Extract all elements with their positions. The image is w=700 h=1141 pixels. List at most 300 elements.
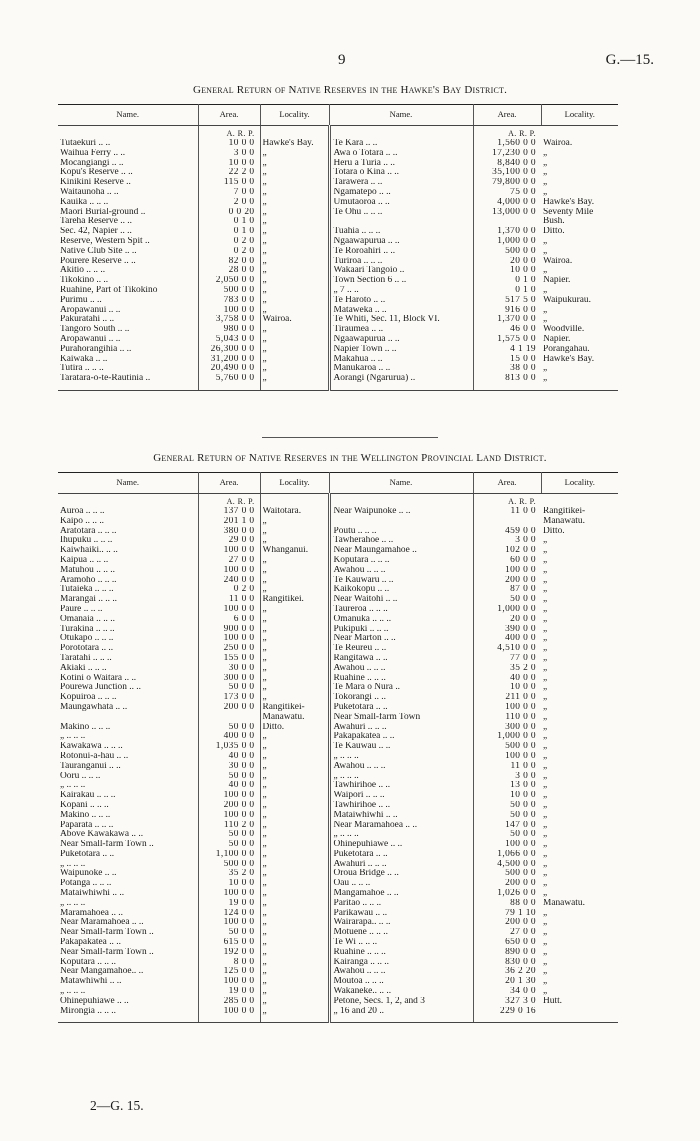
table-row xyxy=(58,791,618,801)
empty-cell xyxy=(541,494,618,508)
table-row xyxy=(58,742,618,752)
area-value: 783 0 0 xyxy=(198,296,260,306)
locality: „ xyxy=(260,987,329,997)
page-header xyxy=(0,52,700,72)
table-row xyxy=(58,276,618,286)
area-value: 211 0 0 xyxy=(473,693,541,703)
reserve-name: Aorangi (Ngarurua) .. xyxy=(329,374,473,384)
locality: „ xyxy=(260,566,329,576)
reserve-name: Near Waipunoke .. .. xyxy=(329,507,473,517)
area-value: 916 0 0 xyxy=(473,306,541,316)
locality xyxy=(541,1007,618,1017)
area-value: 1,000 0 0 xyxy=(473,605,541,615)
locality: „ xyxy=(260,556,329,566)
locality: „ xyxy=(543,683,548,693)
reserve-name: Tarawera .. .. xyxy=(329,178,473,188)
locality: „ xyxy=(543,644,548,654)
reserve-name: Mangamahoe .. .. xyxy=(329,889,473,899)
table-header-row xyxy=(58,473,618,494)
reserve-name: Oroua Bridge .. .. xyxy=(329,869,473,879)
area-value: 19 0 0 xyxy=(198,987,260,997)
reserve-name: Marangai .. .. .. xyxy=(60,595,118,605)
reserve-name: Kaipo .. .. .. xyxy=(60,516,105,526)
area-value: 0 1 0 xyxy=(473,276,541,286)
reserve-name: Ruahine, Part of Tikokino xyxy=(60,285,158,295)
table-row xyxy=(58,674,618,684)
table-row xyxy=(58,306,618,316)
reserve-name: Omanaia .. .. .. xyxy=(60,614,115,624)
area-value: 4 1 19 xyxy=(473,345,541,355)
reserve-name: Kopani .. .. .. xyxy=(60,800,109,810)
locality: „ xyxy=(260,266,329,276)
table-row xyxy=(58,713,618,723)
locality: „ xyxy=(260,634,329,644)
area-value: 79,800 0 0 xyxy=(473,178,541,188)
locality: Hawke's Bay. xyxy=(543,197,595,207)
reserve-name: „ 7 .. .. xyxy=(329,286,473,296)
locality: „ xyxy=(260,850,329,860)
area-value: 15 0 0 xyxy=(473,355,541,365)
table-row xyxy=(58,585,618,595)
reserve-name: Ngaawapurua .. .. xyxy=(329,335,473,345)
locality: „ xyxy=(260,1007,329,1017)
table-row xyxy=(58,928,618,938)
table-row xyxy=(58,811,618,821)
locality: „ xyxy=(260,276,329,286)
locality: „ xyxy=(543,908,548,918)
table-row xyxy=(58,723,618,733)
area-value: 40 0 0 xyxy=(198,781,260,791)
table-row xyxy=(58,703,618,713)
reserve-name: Puketotara .. .. xyxy=(329,703,473,713)
area-value: 60 0 0 xyxy=(473,556,541,566)
reserve-name: Puketotara .. .. xyxy=(329,850,473,860)
reserve-name: Oau .. .. .. xyxy=(329,879,473,889)
reserve-name: Near Small-farm Town .. xyxy=(60,840,154,850)
reserve-name: Mataiwhiwhi .. .. xyxy=(329,811,473,821)
area-value: 300 0 0 xyxy=(198,674,260,684)
wellington-table xyxy=(58,472,618,1023)
area-value: 50 0 0 xyxy=(473,811,541,821)
locality: „ xyxy=(543,889,548,899)
area-value: 0 2 0 xyxy=(198,247,260,257)
locality: „ xyxy=(260,345,329,355)
locality: „ xyxy=(543,849,548,859)
locality: „ xyxy=(543,148,548,158)
reserve-name: Waipunoke .. .. xyxy=(60,869,117,879)
page-number: 9 xyxy=(338,52,346,68)
area-value: 147 0 0 xyxy=(473,821,541,831)
reserve-name: Totara o Kina .. .. xyxy=(329,168,473,178)
locality: „ xyxy=(260,683,329,693)
table-header-row xyxy=(58,105,618,126)
table-row xyxy=(58,909,618,919)
area-value: 200 0 0 xyxy=(198,801,260,811)
reserve-name: Near Marton .. .. xyxy=(329,634,473,644)
area-value: 1,575 0 0 xyxy=(473,335,541,345)
empty-cell xyxy=(541,384,618,391)
locality: „ xyxy=(543,693,548,703)
empty-cell xyxy=(473,384,541,391)
reserve-name: Aramoho .. .. .. xyxy=(60,575,117,585)
empty-cell xyxy=(260,126,329,140)
locality: „ xyxy=(543,771,548,781)
area-value: 300 0 0 xyxy=(473,723,541,733)
table-row xyxy=(58,850,618,860)
table-row xyxy=(58,987,618,997)
locality: „ xyxy=(260,198,329,208)
locality: „ xyxy=(260,664,329,674)
locality: „ xyxy=(260,869,329,879)
area-value: 2,050 0 0 xyxy=(198,276,260,286)
locality: „ xyxy=(260,178,329,188)
table-row xyxy=(58,168,618,178)
reserve-name: Awahuri .. .. .. xyxy=(329,860,473,870)
reserve-name: Near Mangamahoe.. .. xyxy=(60,967,144,977)
locality: „ xyxy=(260,693,329,703)
locality: „ xyxy=(543,742,548,752)
table-row xyxy=(58,266,618,276)
locality: Wairoa. xyxy=(260,315,329,325)
locality: „ xyxy=(543,246,548,256)
empty-cell xyxy=(198,384,260,391)
area-value: 100 0 0 xyxy=(198,605,260,615)
locality: „ xyxy=(543,987,548,997)
table-row xyxy=(58,149,618,159)
area-value: 200 0 0 xyxy=(473,918,541,928)
units-row xyxy=(58,126,618,140)
table-row xyxy=(58,615,618,625)
reserve-name: Manukaroa .. .. xyxy=(329,364,473,374)
reserve-name: Near Maungamahoe .. xyxy=(329,546,473,556)
locality: „ xyxy=(260,811,329,821)
units-label: A. R. P. xyxy=(198,494,260,508)
locality: Whanganui. xyxy=(260,546,329,556)
locality: „ xyxy=(543,565,548,575)
locality: „ xyxy=(260,585,329,595)
locality: „ xyxy=(543,977,548,987)
reserve-name: Matuhou .. .. .. xyxy=(60,565,115,575)
locality: „ xyxy=(260,909,329,919)
area-value: 380 0 0 xyxy=(198,527,260,537)
table-row xyxy=(58,869,618,879)
reserve-name: Makino .. .. .. xyxy=(60,810,111,820)
reserve-name: Rotonui-a-hau .. .. xyxy=(60,751,129,761)
area-value: 650 0 0 xyxy=(473,938,541,948)
reserve-name xyxy=(329,217,473,227)
table-row xyxy=(58,374,618,384)
locality: „ xyxy=(260,257,329,267)
locality: „ xyxy=(543,673,548,683)
table-end-rule xyxy=(58,1016,618,1023)
locality: „ xyxy=(260,355,329,365)
locality: Manawatu. xyxy=(260,713,329,723)
locality: „ xyxy=(543,546,548,556)
area-value: 100 0 0 xyxy=(473,752,541,762)
locality: „ xyxy=(543,869,548,879)
reserve-name: Kaikokopu .. .. xyxy=(329,585,473,595)
locality: „ xyxy=(543,285,548,295)
reserve-name: Koputara .. .. .. xyxy=(60,957,116,967)
reserve-name: Ohinepuhiawe .. .. xyxy=(329,840,473,850)
locality: „ xyxy=(543,918,548,928)
table-row xyxy=(58,625,618,635)
reserve-name: Ruahine .. .. .. xyxy=(329,948,473,958)
reserve-name: Kotini o Waitara .. .. xyxy=(60,673,137,683)
area-value: 50 0 0 xyxy=(198,772,260,782)
area-value: 100 0 0 xyxy=(198,634,260,644)
locality: „ xyxy=(543,791,548,801)
area-value: 1,560 0 0 xyxy=(473,139,541,149)
locality: Rangitikei. xyxy=(260,595,329,605)
units-label: A. R. P. xyxy=(473,494,541,508)
locality: Hutt. xyxy=(543,996,563,1006)
document-code: G.—15. xyxy=(605,52,654,68)
area-value: 5,760 0 0 xyxy=(198,374,260,384)
locality: „ xyxy=(543,840,548,850)
reserve-name: Auroa .. .. .. xyxy=(60,507,105,516)
area-value: 0 0 20 xyxy=(198,208,260,218)
area-value: 100 0 0 xyxy=(198,918,260,928)
table-row xyxy=(58,997,618,1007)
area-value: 890 0 0 xyxy=(473,948,541,958)
table-row xyxy=(58,335,618,345)
area-value: 10 0 0 xyxy=(473,266,541,276)
reserve-name: Otukapo .. .. .. xyxy=(60,634,114,644)
area-value: 980 0 0 xyxy=(198,325,260,335)
reserve-name: Wakaari Tangoio .. xyxy=(329,266,473,276)
reserve-name: Ihupuku .. .. .. xyxy=(60,536,113,546)
reserve-name: Near Small-farm Town .. xyxy=(60,947,154,957)
area-value: 50 0 0 xyxy=(198,928,260,938)
locality: „ xyxy=(260,742,329,752)
locality: „ xyxy=(260,217,329,227)
locality: „ xyxy=(543,168,548,178)
locality: Ditto. xyxy=(543,227,565,237)
empty-cell xyxy=(58,384,198,391)
reserve-name: Heru a Turia .. .. xyxy=(329,159,473,169)
column-header-name: Name. xyxy=(58,105,198,126)
table-row xyxy=(58,938,618,948)
table-row xyxy=(58,821,618,831)
reserve-name: Paure .. .. .. xyxy=(60,604,103,614)
table-row xyxy=(58,772,618,782)
table-row xyxy=(58,762,618,772)
locality: „ xyxy=(260,208,329,218)
empty-cell xyxy=(198,1016,260,1023)
locality: „ xyxy=(260,576,329,586)
column-header-area: Area. xyxy=(473,473,541,494)
reserve-name: Wakaneke.. .. .. xyxy=(329,987,473,997)
area-value: 500 0 0 xyxy=(198,286,260,296)
column-header-name: Name. xyxy=(58,473,198,494)
reserve-name: Tutira .. .. .. xyxy=(60,364,104,374)
area-value: 38 0 0 xyxy=(473,364,541,374)
area-value: 390 0 0 xyxy=(473,625,541,635)
locality: „ xyxy=(260,306,329,316)
area-value: 200 0 0 xyxy=(198,703,260,713)
table-end-rule xyxy=(58,384,618,391)
reserve-name: Pakuratahi .. .. xyxy=(60,315,115,325)
table-row xyxy=(58,977,618,987)
area-value: 20,490 0 0 xyxy=(198,364,260,374)
locality: Hawke's Bay. xyxy=(543,354,595,364)
locality: „ xyxy=(260,948,329,958)
table-row xyxy=(58,257,618,267)
area-value: 155 0 0 xyxy=(198,654,260,664)
locality: „ xyxy=(260,781,329,791)
locality: „ xyxy=(543,315,548,325)
reserve-name: Taureroa .. .. .. xyxy=(329,605,473,615)
area-value xyxy=(473,217,541,227)
area-value: 50 0 0 xyxy=(473,595,541,605)
locality: „ xyxy=(260,654,329,664)
table-row xyxy=(58,237,618,247)
area-value: 100 0 0 xyxy=(198,889,260,899)
locality: „ xyxy=(543,879,548,889)
reserve-name: „ .. .. .. xyxy=(329,752,473,762)
reserve-name: Turakina .. .. .. xyxy=(60,624,115,634)
area-value: 50 0 0 xyxy=(473,801,541,811)
area-value: 36 2 20 xyxy=(473,967,541,977)
table-row xyxy=(58,364,618,374)
table-row xyxy=(58,879,618,889)
table-row xyxy=(58,801,618,811)
locality: „ xyxy=(543,604,548,614)
reserve-name: Tawhirihoe .. .. xyxy=(329,781,473,791)
area-value: 124 0 0 xyxy=(198,909,260,919)
locality: „ xyxy=(543,364,548,374)
area-value: 0 1 0 xyxy=(198,227,260,237)
reserve-name: Near Small-farm Town xyxy=(329,713,473,723)
locality: Wairoa. xyxy=(543,139,573,148)
reserve-name: Akitio .. .. .. xyxy=(60,266,106,276)
reserve-name: Kaipua .. .. .. xyxy=(60,555,109,565)
area-value: 77 0 0 xyxy=(473,654,541,664)
reserve-name: Potanga .. .. .. xyxy=(60,879,112,889)
locality: „ xyxy=(260,918,329,928)
reserve-name: Akiaki .. .. .. xyxy=(60,663,107,673)
locality: „ xyxy=(260,605,329,615)
table-row xyxy=(58,830,618,840)
locality: „ xyxy=(543,187,548,197)
locality: „ xyxy=(260,237,329,247)
area-value: 400 0 0 xyxy=(198,732,260,742)
locality: „ xyxy=(543,555,548,565)
reserve-name: Tutaekuri .. .. xyxy=(60,139,111,148)
reserve-name: Aropawanui .. .. xyxy=(60,334,121,344)
area-value: 1,100 0 0 xyxy=(198,850,260,860)
area-value: 30 0 0 xyxy=(198,762,260,772)
locality: „ xyxy=(260,958,329,968)
hawkes-bay-table xyxy=(58,104,618,391)
reserve-name: Paparata .. .. .. xyxy=(60,820,114,830)
reserve-name: Awahou .. .. .. xyxy=(329,566,473,576)
footer-code: 2—G. 15. xyxy=(90,1098,144,1113)
area-value: 201 1 0 xyxy=(198,517,260,527)
table-row xyxy=(58,644,618,654)
area-value: 100 0 0 xyxy=(198,1007,260,1017)
area-value: 100 0 0 xyxy=(198,811,260,821)
locality: „ xyxy=(543,859,548,869)
locality: „ xyxy=(260,752,329,762)
locality: „ xyxy=(543,374,548,384)
locality: „ xyxy=(543,158,548,168)
locality: „ xyxy=(260,860,329,870)
reserve-name: Pukipuki .. .. .. xyxy=(329,625,473,635)
reserve-name: Ngaawapurua .. .. xyxy=(329,237,473,247)
area-value: 173 0 0 xyxy=(198,693,260,703)
units-label: A. R. P. xyxy=(198,126,260,140)
area-value: 3 0 0 xyxy=(198,149,260,159)
reserve-name xyxy=(329,517,473,527)
area-value: 27 0 0 xyxy=(198,556,260,566)
section-divider xyxy=(262,437,438,438)
locality: „ xyxy=(543,810,548,820)
reserve-name: Awahou .. .. .. xyxy=(329,664,473,674)
table-row xyxy=(58,536,618,546)
locality: Rangitikei- xyxy=(260,703,329,713)
reserve-name: Awa o Totara .. .. xyxy=(329,149,473,159)
locality: Woodville. xyxy=(543,325,585,335)
empty-cell xyxy=(58,494,198,508)
reserve-name: „ .. .. .. xyxy=(60,732,86,742)
area-value: 200 0 0 xyxy=(473,879,541,889)
reserve-name: Moutoa .. .. .. xyxy=(329,977,473,987)
reserve-name: Makahua .. .. xyxy=(329,355,473,365)
area-value: 115 0 0 xyxy=(198,178,260,188)
area-value: 327 3 0 xyxy=(473,997,541,1007)
locality: „ xyxy=(260,247,329,257)
locality: „ xyxy=(260,772,329,782)
empty-cell xyxy=(329,384,473,391)
area-value: 500 0 0 xyxy=(473,247,541,257)
table-row xyxy=(58,840,618,850)
area-value: 100 0 0 xyxy=(473,703,541,713)
locality: „ xyxy=(543,820,548,830)
locality: „ xyxy=(260,801,329,811)
reserve-name: Tareha Reserve .. .. xyxy=(60,217,132,227)
reserve-name: Te Kara .. .. xyxy=(329,139,473,149)
reserve-name: Awahou .. .. .. xyxy=(329,762,473,772)
area-value: 4,510 0 0 xyxy=(473,644,541,654)
reserve-name: Aratotara .. .. .. xyxy=(60,526,117,536)
reserve-name: Ruahine .. .. .. xyxy=(329,674,473,684)
reserve-name: Awahuri .. .. .. xyxy=(329,723,473,733)
locality: „ xyxy=(260,159,329,169)
table-row xyxy=(58,217,618,227)
area-value: 4,500 0 0 xyxy=(473,860,541,870)
area-value: 102 0 0 xyxy=(473,546,541,556)
table-row xyxy=(58,958,618,968)
area-value: 137 0 0 xyxy=(198,507,260,517)
locality: „ xyxy=(260,977,329,987)
area-value: 20 0 0 xyxy=(473,615,541,625)
wellington-title: General Return of Native Reserves in the Wellington Provincial Land District. xyxy=(153,452,547,464)
reserve-name: Kawakawa .. .. .. xyxy=(60,742,123,752)
reserve-name: Tiraumea .. .. xyxy=(329,325,473,335)
locality: „ xyxy=(260,364,329,374)
reserve-name: Tawhirihoe .. .. xyxy=(329,801,473,811)
table-row xyxy=(58,517,618,527)
table-row xyxy=(58,664,618,674)
locality: Hawke's Bay. xyxy=(260,139,329,149)
reserve-name: „ .. .. .. xyxy=(60,898,86,908)
area-value: 500 0 0 xyxy=(473,869,541,879)
reserve-name: Kaiwaka .. .. xyxy=(60,354,108,364)
reserve-name: Taratara-o-te-Rautinia .. xyxy=(60,374,151,384)
reserve-name: Pakapakatea .. .. xyxy=(60,938,121,948)
